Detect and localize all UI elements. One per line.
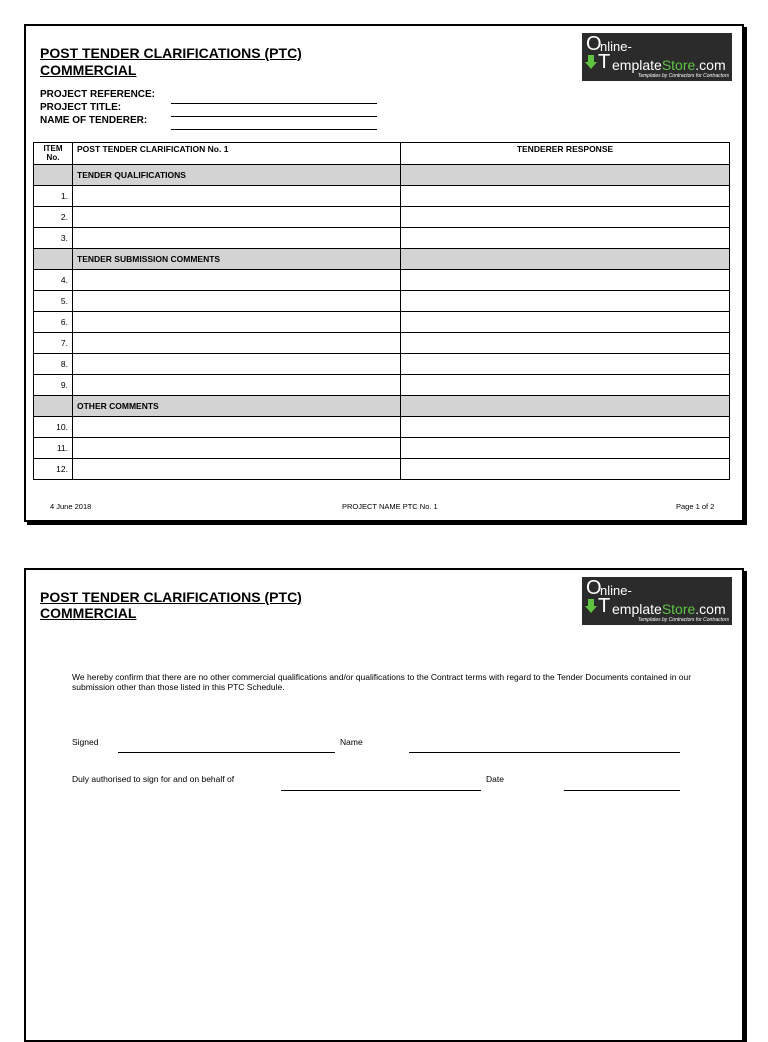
- name-label: Name: [340, 737, 363, 747]
- response-cell[interactable]: [401, 459, 730, 480]
- item-number: 8.: [34, 354, 73, 375]
- logo: [582, 577, 732, 625]
- item-number: 2.: [34, 207, 73, 228]
- table-row: [34, 354, 730, 375]
- confirmation-text: We hereby confirm that there are no other commercial qualifications and/or qualifications to the Contract terms with regard to the Tender Documents contained in our submission other than those listed in this PTC Schedule.: [72, 672, 692, 692]
- clarification-cell[interactable]: [73, 354, 401, 375]
- section-response-cell: [401, 249, 730, 270]
- section-item-cell: [34, 165, 73, 186]
- signed-field[interactable]: [118, 752, 335, 753]
- item-number: 5.: [34, 291, 73, 312]
- response-header: TENDERER RESPONSE: [401, 143, 730, 165]
- logo-emplate: emplateStore.com: [612, 601, 726, 617]
- clarification-cell[interactable]: [73, 438, 401, 459]
- authorised-label: Duly authorised to sign for and on behalf of: [72, 774, 235, 784]
- project-title-field[interactable]: [171, 116, 377, 117]
- page-2-title-line-2: COMMERCIAL: [40, 605, 137, 621]
- ptc-table: [33, 142, 730, 480]
- arrow-down-icon: [585, 55, 597, 69]
- logo-nline: nline-: [600, 583, 632, 598]
- clarification-cell[interactable]: [73, 459, 401, 480]
- footer-page-number: Page 1 of 2: [676, 502, 715, 511]
- item-number: 7.: [34, 333, 73, 354]
- signed-label: Signed: [72, 737, 99, 747]
- logo-o: O: [586, 33, 602, 55]
- logo-o: O: [586, 577, 602, 599]
- project-title-label: PROJECT TITLE:: [40, 102, 122, 113]
- clarification-cell[interactable]: [73, 375, 401, 396]
- item-number: 10.: [34, 417, 73, 438]
- logo-tagline: Templates by Contractors for Contractors: [637, 617, 729, 623]
- date-label: Date: [486, 774, 504, 784]
- response-cell[interactable]: [401, 207, 730, 228]
- response-cell[interactable]: [401, 291, 730, 312]
- table-row: [34, 228, 730, 249]
- table-row: [34, 417, 730, 438]
- section-item-cell: [34, 396, 73, 417]
- logo-nline: nline-: [600, 39, 632, 54]
- item-number: 6.: [34, 312, 73, 333]
- item-number: 9.: [34, 375, 73, 396]
- table-header-row: [34, 143, 730, 165]
- date-field[interactable]: [564, 790, 680, 791]
- clarification-header: POST TENDER CLARIFICATION No. 1: [73, 143, 401, 165]
- section-response-cell: [401, 396, 730, 417]
- table-row: [34, 438, 730, 459]
- table-row: [34, 333, 730, 354]
- arrow-down-icon: [585, 599, 597, 613]
- clarification-cell[interactable]: [73, 417, 401, 438]
- name-of-tenderer-label: NAME OF TENDERER:: [40, 115, 148, 126]
- name-field[interactable]: [409, 752, 680, 753]
- logo-t: T: [598, 595, 611, 617]
- section-row: [34, 249, 730, 270]
- page-1-title-line-2: COMMERCIAL: [40, 62, 137, 78]
- section-row: [34, 165, 730, 186]
- footer-date: 4 June 2018: [50, 502, 92, 511]
- clarification-cell[interactable]: [73, 291, 401, 312]
- table-row: [34, 186, 730, 207]
- response-cell[interactable]: [401, 354, 730, 375]
- response-cell[interactable]: [401, 375, 730, 396]
- page-2: [24, 568, 744, 1042]
- clarification-cell[interactable]: [73, 186, 401, 207]
- table-row: [34, 207, 730, 228]
- response-cell[interactable]: [401, 333, 730, 354]
- section-row: [34, 396, 730, 417]
- item-number: 4.: [34, 270, 73, 291]
- clarification-cell[interactable]: [73, 270, 401, 291]
- item-number: 12.: [34, 459, 73, 480]
- response-cell[interactable]: [401, 438, 730, 459]
- table-row: [34, 375, 730, 396]
- response-cell[interactable]: [401, 312, 730, 333]
- response-cell[interactable]: [401, 270, 730, 291]
- logo-t: T: [598, 51, 611, 73]
- logo-tagline: Templates by Contractors for Contractors: [637, 73, 729, 79]
- section-heading: TENDER SUBMISSION COMMENTS: [73, 249, 401, 270]
- item-number: 3.: [34, 228, 73, 249]
- item-number: 1.: [34, 186, 73, 207]
- page-2-title-line-1: POST TENDER CLARIFICATIONS (PTC): [40, 589, 302, 605]
- logo-emplate: emplateStore.com: [612, 57, 726, 73]
- project-reference-field[interactable]: [171, 103, 377, 104]
- item-no-header: ITEM No.: [34, 143, 73, 165]
- response-cell[interactable]: [401, 186, 730, 207]
- response-cell[interactable]: [401, 228, 730, 249]
- clarification-cell[interactable]: [73, 228, 401, 249]
- name-of-tenderer-field[interactable]: [171, 129, 377, 130]
- clarification-cell[interactable]: [73, 207, 401, 228]
- table-row: [34, 312, 730, 333]
- section-heading: TENDER QUALIFICATIONS: [73, 165, 401, 186]
- section-item-cell: [34, 249, 73, 270]
- authorised-field[interactable]: [281, 790, 481, 791]
- table-row: [34, 291, 730, 312]
- logo: [582, 33, 732, 81]
- response-cell[interactable]: [401, 417, 730, 438]
- table-row: [34, 270, 730, 291]
- section-heading: OTHER COMMENTS: [73, 396, 401, 417]
- page-1-title-line-1: POST TENDER CLARIFICATIONS (PTC): [40, 45, 302, 61]
- project-reference-label: PROJECT REFERENCE:: [40, 89, 156, 100]
- clarification-cell[interactable]: [73, 312, 401, 333]
- footer-project: PROJECT NAME PTC No. 1: [342, 502, 438, 511]
- section-response-cell: [401, 165, 730, 186]
- table-row: [34, 459, 730, 480]
- item-number: 11.: [34, 438, 73, 459]
- clarification-cell[interactable]: [73, 333, 401, 354]
